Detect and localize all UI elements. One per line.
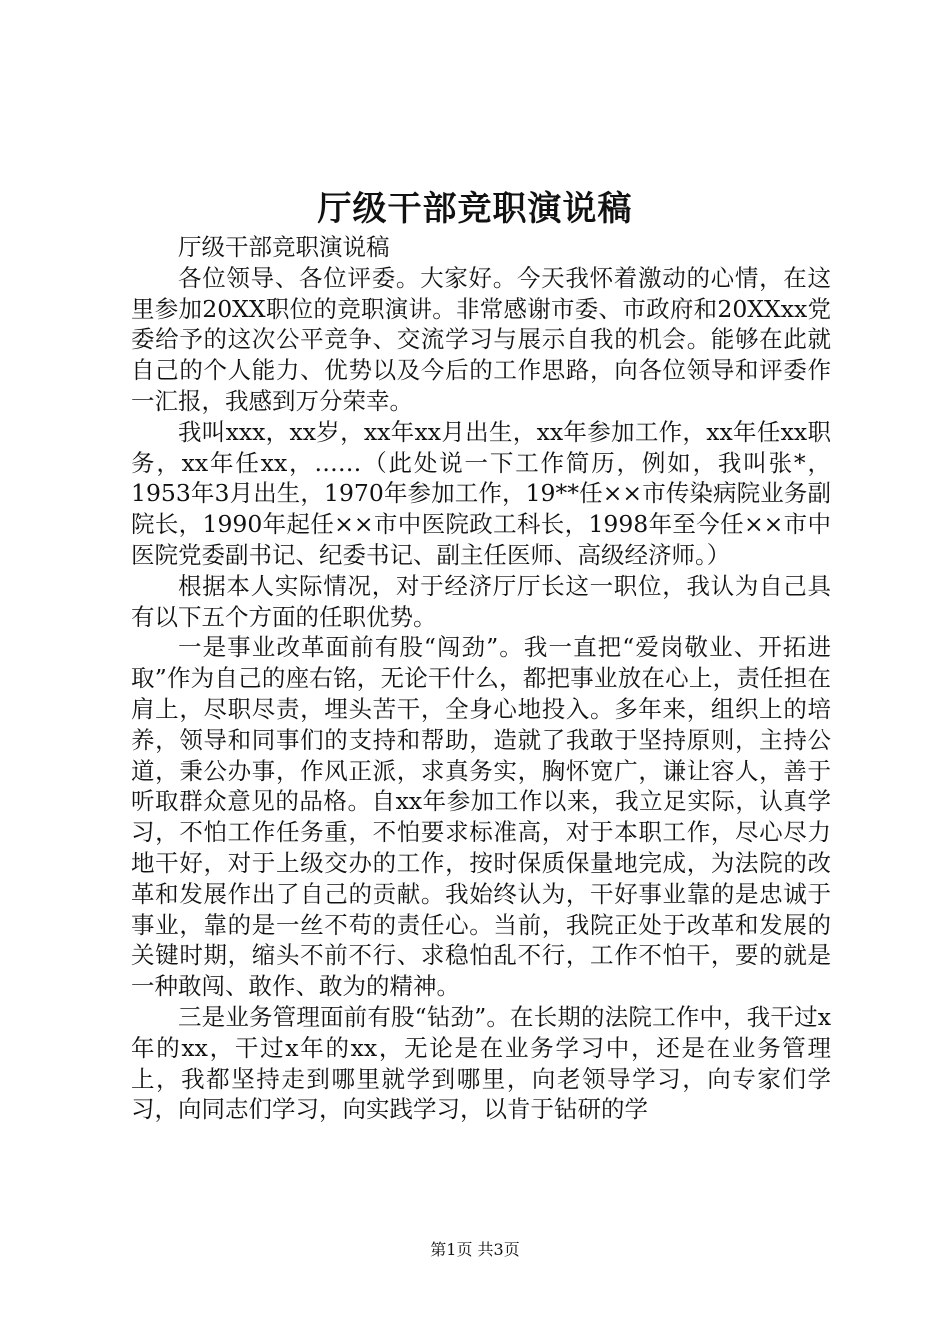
document-title: 厅级干部竞职演说稿 [317,189,633,229]
paragraph-advantage-three: 三是业务管理面前有股“钻劲”。在长期的法院工作中，我干过x年的xx，干过x年的xx，无论是在业务学习中，还是在业务管理上，我都坚持走到哪里就学到哪里，向老领导学习，向专家们学习，向同志们学习，向实践学习，以肯于钻研的学 [131,1002,831,1124]
paragraph-subtitle: 厅级干部竞职演说稿 [178,233,390,261]
paragraph-advantages-intro: 根据本人实际情况，对于经济厅厅长这一职位，我认为自己具有以下五个方面的任职优势。 [131,571,831,631]
paragraph-advantage-one: 一是事业改革面前有股“闯劲”。我一直把“爱岗敬业、开拓进取”作为自己的座右铭，无论干什么，都把事业放在心上，责任担在肩上，尽职尽责，埋头苦干，全身心地投入。多年来，组织上的培养，领导和同事们的支持和帮助，造就了我敢于坚持原则，主持公道，秉公办事，作风正派，求真务实，胸怀宽广，谦让容人，善于听取群众意见的品格。自xx年参加工作以来，我立足实际，认真学习，不怕工作任务重，不怕要求标准高，对于本职工作，尽心尽力地干好，对于上级交办的工作，按时保质保量地完成，为法院的改革和发展作出了自己的贡献。我始终认为，干好事业靠的是忠诚于事业，靠的是一丝不苟的责任心。当前，我院正处于改革和发展的关键时期，缩头不前不行、求稳怕乱不行，工作不怕干，要的就是一种敢闯、敢作、敢为的精神。 [131,633,831,1001]
document-body [131,232,831,1125]
page-footer: 第1页 共3页 [430,1240,520,1259]
paragraph-self-intro: 我叫xxx，xx岁，xx年xx月出生，xx年参加工作，xx年任xx职务，xx年任xx，……（此处说一下工作简历，例如，我叫张*，1953年3月出生，1970年参加工作，19**任××市传染病院业务副院长，1990年起任××市中医院政工科长，1998年至今任××市中医院党委副书记、纪委书记、副主任医师、高级经济师。） [131,417,831,569]
paragraph-greeting: 各位领导、各位评委。大家好。今天我怀着激动的心情，在这里参加20XX职位的竞职演讲。非常感谢市委、市政府和20XXxx党委给予的这次公平竞争、交流学习与展示自我的机会。能够在此就自己的个人能力、优势以及今后的工作思路，向各位领导和评委作一汇报，我感到万分荣幸。 [131,263,831,415]
